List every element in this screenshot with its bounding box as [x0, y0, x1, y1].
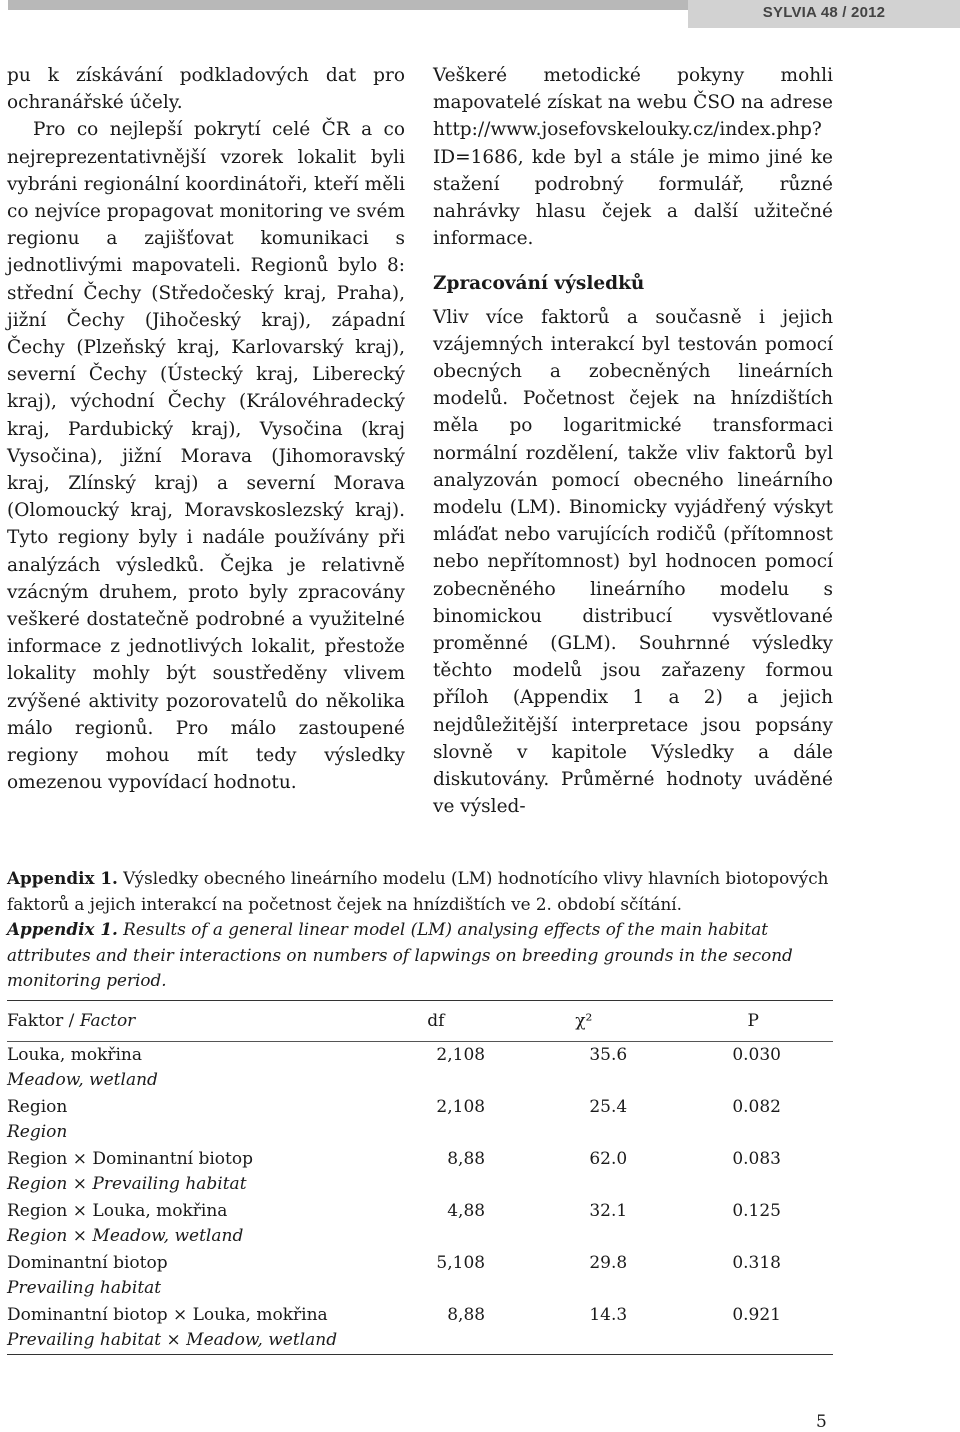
appendix-caption — [7, 866, 833, 994]
paragraph-processing: Vliv více faktorů a současně i jejich vzájemných interakcí byl testován pomocí obecných a zobecněných lineárních modelů. Početnost čejek na hnízdištích měla po logaritmické transformaci normální rozdělení, takže vliv faktorů byl analyzován pomocí obecného lineárního modelu (LM). Binomicky vyjádřený výskyt mláďat nebo varujících rodičů (přítomnost nebo nepřítomnost) byl hodnocen pomocí zobecněného lineárního modelu s binomickou distribucí vysvětlované proměnné (GLM). Souhrnné výsledky těchto modelů jsou zařazeny formou příloh (Appendix 1 a 2) a jejich nejdůležitější interpretace jsou popsány slovně v kapitole Výsledky a dále diskutovány. Průměrné hodnoty uváděné ve výsled- — [433, 306, 833, 818]
table-row — [7, 1250, 833, 1276]
chi2-value: 35.6 — [589, 1045, 628, 1065]
p-value: 0.082 — [732, 1097, 781, 1117]
p-value: 0.125 — [732, 1201, 781, 1221]
table-row — [7, 1094, 833, 1120]
chi2-value: 62.0 — [589, 1149, 628, 1169]
header-factor-en: Factor — [79, 1011, 136, 1031]
chi2-value: 25.4 — [589, 1097, 628, 1117]
factor-cs: Louka, mokřina — [7, 1045, 143, 1065]
table-row-translation — [7, 1224, 833, 1250]
paragraph-continued: pu k získávání podkladových dat pro ochranářské účely. — [7, 65, 405, 114]
caption-label: Appendix 1. — [7, 868, 118, 888]
header-rule — [8, 0, 688, 10]
caption-czech — [7, 866, 833, 917]
df-value: 2,108 — [436, 1045, 486, 1065]
p-value: 0.030 — [732, 1045, 781, 1065]
header-factor-cs: Faktor / — [7, 1011, 80, 1031]
page-number: 5 — [816, 1412, 827, 1432]
df-value: 5,108 — [436, 1253, 486, 1273]
caption-text: Výsledky obecného lineárního modelu (LM) hodnotícího vlivy hlavních biotopových faktorů a jejich interakcí na početnost čejek na hnízdištích ve 2. období sčítání. — [7, 868, 829, 914]
df-value: 8,88 — [447, 1305, 486, 1325]
paragraph-regions: Pro co nejlepší pokrytí celé ČR a co nejreprezentativnější vzorek lokalit byli vybráni regionální koordinátoři, kteří měli co nejvíce propagovat monitoring ve svém regionu a zajišťovat komunikaci s jednotlivými mapovateli. Regionů bylo 8: střední Čechy (Středočeský kraj, Praha), jižní Čechy (Jihočeský kraj), západní Čechy (Plzeňský kraj, Karlovarský kraj), severní Čechy (Ústecký kraj, Liberecký kraj), východní Čechy (Královéhradecký kraj, Pardubický kraj), Vysočina (kraj Vysočina), jižní Morava (Jihomoravský kraj, Zlínský kraj) a severní Morava (Olomoucký kraj, Moravskoslezský kraj). Tyto regiony byly i nadále používány při analýzách výsledků. Čejka je relativně vzácným druhem, proto byly zpracovány veškeré dostatečně podrobné a využitelné informace z jednotlivých lokalit, přestože lokality mohly být soustředěny vlivem zvýšené aktivity pozorovatelů do několika málo regionů. Pro málo zastoupené regiony mohou mít tedy výsledky omezenou vypovídací hodnotu. — [7, 119, 405, 794]
factor-cs: Region × Louka, mokřina — [7, 1201, 228, 1221]
table-row-translation — [7, 1276, 833, 1302]
chi2-value: 29.8 — [589, 1253, 628, 1273]
table-row-translation — [7, 1172, 833, 1198]
results-table — [7, 1000, 833, 1355]
table-row — [7, 1146, 833, 1172]
p-value: 0.083 — [732, 1149, 781, 1169]
factor-cs: Dominantní biotop — [7, 1253, 168, 1273]
factor-en: Prevailing habitat × Meadow, wetland — [7, 1330, 338, 1350]
table-row — [7, 1042, 833, 1068]
table-bottom-rule — [7, 1354, 833, 1355]
df-value: 8,88 — [447, 1149, 486, 1169]
chi2-value: 32.1 — [589, 1201, 628, 1221]
caption-label-en: Appendix 1. — [7, 919, 118, 939]
table-header-row — [7, 1001, 833, 1041]
paragraph-methodology: Veškeré metodické pokyny mohli mapovatelé získat na webu ČSO na adrese http://www.josefovskelouky.cz/index.php?ID=1686, kde byl a stále je mimo jiné ke stažení podrobný formulář, různé nahrávky hlasu čejek a další užitečné informace. — [433, 65, 833, 250]
journal-running-head: SYLVIA 48 / 2012 — [688, 0, 960, 28]
factor-en: Region — [7, 1122, 68, 1142]
left-column — [7, 62, 405, 796]
column-header-p: P — [747, 1011, 759, 1031]
caption-text-en: Results of a general linear model (LM) analysing effects of the main habitat attributes and their interactions on numbers of lapwings on breeding grounds in the second monitoring period. — [7, 919, 793, 990]
table-row-translation — [7, 1120, 833, 1146]
caption-english — [7, 917, 833, 994]
table-row-translation — [7, 1328, 833, 1354]
factor-en: Meadow, wetland — [7, 1070, 158, 1090]
df-value: 4,88 — [447, 1201, 486, 1221]
factor-en: Region × Prevailing habitat — [7, 1174, 247, 1194]
column-header-factor — [7, 1001, 350, 1041]
chi2-value: 14.3 — [589, 1305, 628, 1325]
table-row — [7, 1302, 833, 1328]
right-column — [433, 62, 833, 820]
page-header — [0, 0, 960, 32]
p-value: 0.921 — [732, 1305, 781, 1325]
section-heading: Zpracování výsledků — [433, 273, 645, 295]
column-header-chi: χ² — [575, 1011, 593, 1031]
table-row — [7, 1198, 833, 1224]
p-value: 0.318 — [732, 1253, 781, 1273]
factor-cs: Region × Dominantní biotop — [7, 1149, 253, 1169]
table-row-translation — [7, 1068, 833, 1094]
column-header-df: df — [427, 1011, 445, 1031]
factor-cs: Dominantní biotop × Louka, mokřina — [7, 1305, 328, 1325]
factor-en: Region × Meadow, wetland — [7, 1226, 244, 1246]
factor-en: Prevailing habitat — [7, 1278, 162, 1298]
factor-cs: Region — [7, 1097, 68, 1117]
df-value: 2,108 — [436, 1097, 486, 1117]
